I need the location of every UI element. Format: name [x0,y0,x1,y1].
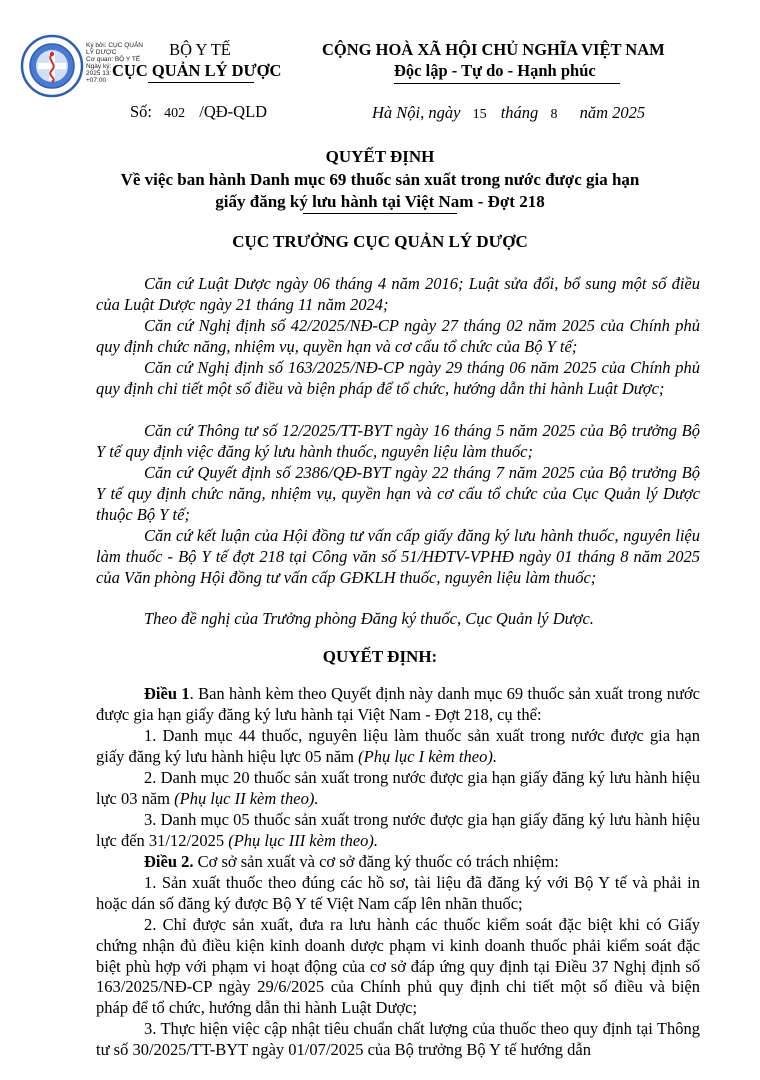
legal-basis-2 [96,316,700,358]
legal-basis-2-text: Căn cứ Nghị định số 42/2025/NĐ-CP ngày 27 tháng 02 năm 2025 của Chính phủ quy định chức năng, nhiệm vụ, quyền hạn và cơ cấu tổ chức của Bộ Y tế; [96,316,700,356]
article-2-item-3-text: 3. Thực hiện việc cập nhật tiêu chuẩn chất lượng của thuốc theo quy định tại Thông tư số 30/2025/TT-BYT ngày 01/07/2025 của Bộ trưởng Bộ Y tế hướng dẫn [96,1019,700,1059]
issuing-authority: CỤC TRƯỞNG CỤC QUẢN LÝ DƯỢC [232,232,528,251]
article-1-item-1 [96,726,700,768]
legal-basis-5 [96,463,700,525]
date-month-label: tháng [500,103,539,122]
article-1-item-3 [96,810,700,852]
signature-line-3: Cơ quan: BỘ Y TẾ [86,56,141,63]
motto: Độc lập - Tự do - Hạnh phúc [394,61,596,80]
legal-basis-3 [96,358,700,400]
date-day: 15 [472,107,487,122]
article-2-text: Cơ sở sản xuất và cơ sở đăng ký thuốc có trách nhiệm: [193,852,559,871]
number-suffix: /QĐ-QLD [199,102,268,121]
date-place: Hà Nội, ngày [372,103,461,122]
legal-basis-1 [96,274,700,316]
legal-basis-5-text: Căn cứ Quyết định số 2386/QĐ-BYT ngày 22 tháng 7 năm 2025 của Bộ trưởng Bộ Y tế quy định chức năng, nhiệm vụ, quyền hạn và cơ cấu tổ chức của Cục Quản lý Dược thuộc Bộ Y tế; [96,463,700,524]
article-1-item-3-ref: (Phụ lục III kèm theo). [228,830,379,850]
legal-basis-7-text: Theo đề nghị của Trưởng phòng Đăng ký thuốc, Cục Quản lý Dược. [144,609,594,628]
article-1-item-2-ref: (Phụ lục II kèm theo). [174,788,319,808]
article-2-item-2 [96,915,700,1019]
agency-name: CỤC QUẢN LÝ DƯỢC [112,61,282,80]
article-2-item-2-text: 2. Chỉ được sản xuất, đưa ra lưu hành các thuốc kiểm soát đặc biệt khi có Giấy chứng nhận đủ điều kiện kinh doanh dược phạm vi kinh doanh thuốc phải kiểm soát đặc biệt phù hợp với phạm vi hoạt động của cơ sở đáp ứng quy định tại Điều 37 Nghị định số 163/2025/NĐ-CP ngày 29/6/2025 của Chính phủ quy định chi tiết một số điều và biện pháp để tổ chức, hướng dẫn thi hành Luật Dược; [96,915,700,1018]
document-number [130,102,267,122]
signature-line-5: 2025 13: [86,70,112,77]
article-2-item-1 [96,873,700,915]
article-1-item-1-ref: (Phụ lục I kèm theo). [358,746,497,766]
legal-basis-6 [96,526,700,588]
signature-line-2: LÝ DƯỢC [86,49,117,56]
legal-basis-4 [96,421,700,463]
subject-line-1: Về việc ban hành Danh mục 69 thuốc sản xuất trong nước được gia hạn [120,170,640,189]
article-1-item-2 [96,768,700,810]
motto-underline [394,83,620,84]
article-2 [96,852,700,873]
article-2-item-1-text: 1. Sản xuất thuốc theo đúng các hồ sơ, tài liệu đã đăng ký với Bộ Y tế và phải in hoặc dán số đăng ký được Bộ Y tế Việt Nam cấp lên nhãn thuốc; [96,873,700,913]
digital-signature-seal [20,34,84,98]
article-1-item-1-text: 1. Danh mục 44 thuốc, nguyên liệu làm thuốc sản xuất trong nước được gia hạn giấy đăng ký lưu hành hiệu lực 05 năm [96,726,700,766]
ministry-name: BỘ Y TẾ [169,40,231,59]
article-2-item-3 [96,1019,700,1061]
subject-underline [303,213,457,214]
signature-line-4: Ngày ký: [86,63,112,70]
signature-line-6: +07:00 [86,77,107,84]
article-2-label: Điều 2. [144,852,194,871]
number-label: Số: [130,102,153,121]
republic-name: CỘNG HOÀ XÃ HỘI CHỦ NGHĨA VIỆT NAM [322,40,665,59]
legal-basis-3-text: Căn cứ Nghị định số 163/2025/NĐ-CP ngày 29 tháng 06 năm 2025 của Chính phủ quy định chi tiết một số điều và biện pháp để tổ chức, hướng dẫn thi hành Luật Dược; [96,358,700,398]
signature-line-1: Ký bởi: CỤC QUẢN [86,42,143,49]
article-1 [96,684,700,726]
number-value: 402 [164,106,186,121]
document-type: QUYẾT ĐỊNH [325,147,435,166]
date-month: 8 [550,107,558,122]
subject-line-2: giấy đăng ký lưu hành tại Việt Nam - Đợt 218 [215,192,545,211]
decision-heading: QUYẾT ĐỊNH: [322,647,438,666]
date-year: năm 2025 [579,103,646,122]
article-1-label: Điều 1 [144,684,190,703]
legal-basis-4-text: Căn cứ Thông tư số 12/2025/TT-BYT ngày 16 tháng 5 năm 2025 của Bộ trưởng Bộ Y tế quy định việc đăng ký lưu hành thuốc, nguyên liệu làm thuốc; [96,421,700,461]
article-1-item-3-text: 3. Danh mục 05 thuốc sản xuất trong nước được gia hạn giấy đăng ký lưu hành hiệu lực đến 31/12/2025 [96,810,700,850]
legal-basis-7 [96,609,700,630]
legal-basis-6-text: Căn cứ kết luận của Hội đồng tư vấn cấp giấy đăng ký lưu hành thuốc, nguyên liệu làm thuốc - Bộ Y tế đợt 218 tại Công văn số 51/HĐTV-VPHĐ ngày 01 tháng 8 năm 2025 của Văn phòng Hội đồng tư vấn cấp GĐKLH thuốc, nguyên liệu làm thuốc; [96,526,700,587]
article-1-text: . Ban hành kèm theo Quyết định này danh mục 69 thuốc sản xuất trong nước được gia hạn giấy đăng ký lưu hành tại Việt Nam - Đợt 218, cụ thể: [96,684,701,724]
legal-basis-1-text: Căn cứ Luật Dược ngày 06 tháng 4 năm 2016; Luật sửa đổi, bổ sung một số điều của Luật Dược ngày 21 tháng 11 năm 2024; [96,274,700,314]
agency-underline [148,82,254,83]
document-date [372,103,645,123]
seal-emblem-icon [20,34,84,98]
article-1-item-2-text: 2. Danh mục 20 thuốc sản xuất trong nước được gia hạn giấy đăng ký lưu hành hiệu lực 03 năm [96,768,700,808]
